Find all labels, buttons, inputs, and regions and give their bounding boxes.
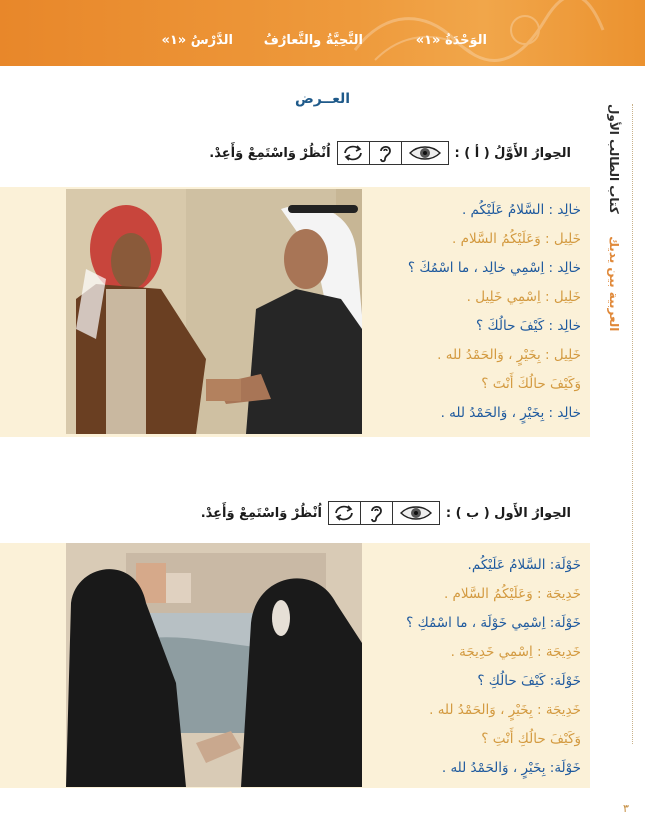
dialog-a-icons [337, 141, 449, 165]
dialog-line: خَوْلَة: بِخَيْرٍ ، وَالحَمْدُ لله . [441, 760, 581, 776]
ear-icon [370, 142, 402, 164]
dialog-line: وَكَيْفَ حالُكِ أَنْتِ ؟ [481, 731, 581, 747]
dialog-b-instruction: اُنْظُرْ وَاسْتَمِعْ وَأَعِدْ. [200, 505, 322, 521]
dialog-b-label: الحِوارُ الأَول ( ب ) : [445, 505, 571, 521]
repeat-icon [329, 502, 361, 524]
dialog-b-lines [371, 551, 581, 783]
dialog-b-icons [328, 501, 440, 525]
dialog-b-heading [201, 501, 571, 525]
series-title: العربية بين يديك [607, 236, 621, 332]
ear-icon [361, 502, 393, 524]
dialog-a-heading [209, 141, 571, 165]
dialog-a-lines [371, 196, 581, 428]
dialog-line: وَكَيْفَ حالُكَ أَنْتَ ؟ [481, 376, 581, 392]
dialog-line: خالِد : اِسْمِي خالِد ، ما اسْمُكَ ؟ [407, 260, 581, 276]
book-title: كتاب الطالب الأول [607, 104, 621, 214]
header-unit: الوَحْدَةُ «١» [415, 33, 487, 48]
dialog-line: خالِد : كَيْفَ حالُكَ ؟ [476, 318, 581, 334]
dialog-line: خالِد : السَّلامُ عَلَيْكُم . [461, 202, 581, 218]
dialog-a-instruction: اُنْظُرْ وَاسْتَمِعْ وَأَعِدْ. [209, 145, 331, 161]
dialog-a-photo [66, 189, 362, 434]
section-title: العــرض [294, 91, 351, 107]
eye-icon [393, 502, 439, 524]
repeat-icon [338, 142, 370, 164]
dialog-line: خَلِيل : وَعَلَيْكُمُ السَّلام . [452, 231, 581, 247]
dialog-line: خَدِيجَة : اِسْمِي خَدِيجَة . [450, 644, 581, 660]
header-lesson: الدَّرْسُ «١» [161, 33, 233, 48]
dialog-a-label: الحِوارُ الأَوَّلُ ( أ ) : [454, 145, 571, 161]
dialog-line: خَوْلَة: كَيْفَ حالُكِ ؟ [477, 673, 581, 689]
dialog-line: خَوْلَة: السَّلامُ عَلَيْكُم. [467, 557, 581, 573]
dialog-b-photo [66, 543, 362, 787]
header-band [0, 0, 645, 66]
dialog-line: خَلِيل : بِخَيْرٍ ، وَالحَمْدُ لله . [437, 347, 581, 363]
dialog-line: خالِد : بِخَيْرٍ ، وَالحَمْدُ لله . [440, 405, 581, 421]
header-topic: التَّحِيَّةُ والتَّعارُفُ [263, 33, 363, 48]
dialog-line: خَدِيجَة : بِخَيْرٍ ، وَالحَمْدُ لله . [429, 702, 581, 718]
dialog-line: خَدِيجَة : وَعَلَيْكُمُ السَّلام . [443, 586, 581, 602]
page-number: ٣ [623, 802, 629, 815]
side-title [603, 104, 621, 331]
dialog-line: خَلِيل : اِسْمِي خَلِيل . [466, 289, 581, 305]
dialog-line: خَوْلَة: اِسْمِي خَوْلَة ، ما اسْمُكِ ؟ [406, 615, 581, 631]
side-divider [632, 104, 633, 744]
eye-icon [402, 142, 448, 164]
